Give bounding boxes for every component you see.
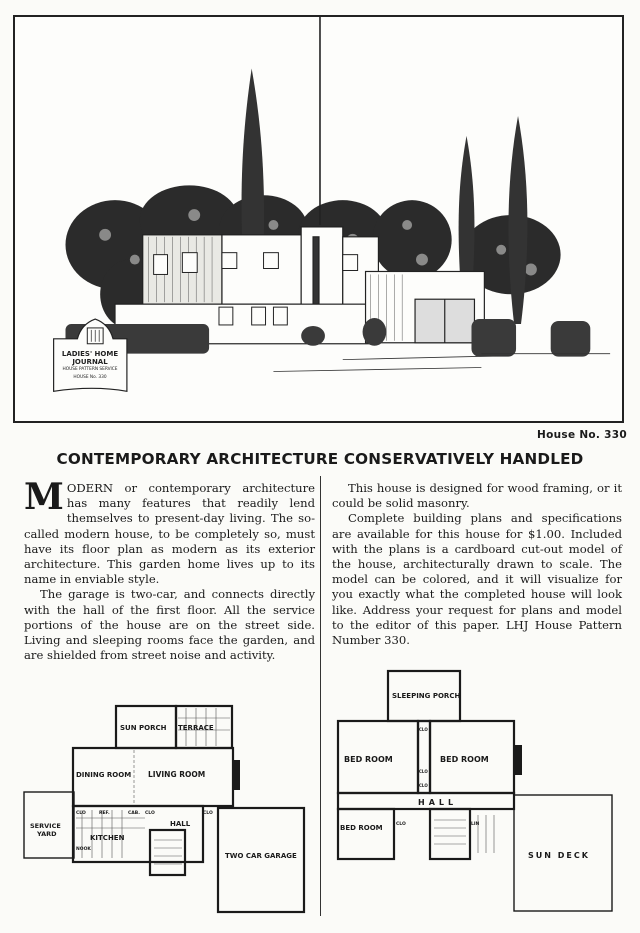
label-bed-room: BED ROOM bbox=[344, 755, 393, 764]
label-garage: TWO CAR GARAGE bbox=[225, 852, 297, 860]
fireplace bbox=[232, 760, 240, 790]
label-kitchen: KITCHEN bbox=[90, 834, 125, 842]
first-floor-plan bbox=[20, 700, 310, 915]
illustration-frame bbox=[13, 15, 624, 423]
article-paragraph: Complete building plans and specifications are available for this house for $1.00. Included with the plans is a cardboard cut-out model of the house, architecturally drawn to scale. The model can be colored, and it will visualize for you exactly what the completed house will look like. Address your request for plans and model to the editor of this paper. LHJ House Pattern Number 330. bbox=[332, 511, 622, 648]
stair-block bbox=[150, 830, 185, 875]
bed-room-small bbox=[338, 809, 394, 859]
column-divider bbox=[320, 476, 321, 916]
drop-cap: M bbox=[24, 476, 64, 518]
label-bed-room: BED ROOM bbox=[340, 824, 383, 832]
logo-line2: JOURNAL bbox=[72, 358, 108, 366]
fireplace bbox=[514, 745, 522, 775]
article-paragraph bbox=[24, 476, 315, 587]
label-clo: CLO bbox=[419, 769, 428, 774]
label-terrace: TERRACE bbox=[178, 724, 214, 732]
label-lin: LIN bbox=[471, 822, 480, 827]
label-sun-porch: SUN PORCH bbox=[120, 724, 167, 732]
label-sleeping-porch: SLEEPING PORCH bbox=[392, 692, 461, 700]
logo-line4: HOUSE No. 330 bbox=[73, 375, 107, 380]
label-clo: CLO bbox=[203, 811, 213, 816]
article-column-right bbox=[332, 481, 622, 648]
label-hall: HALL bbox=[418, 798, 458, 807]
article-paragraph: The garage is two-car, and connects directly with the hall of the first floor. All the service portions of the house are on the street side. Living and sleeping rooms face the garden, and are shielded from street noise and activity. bbox=[24, 587, 315, 663]
garage-room bbox=[218, 808, 304, 912]
label-dining-room: DINING ROOM bbox=[76, 771, 132, 779]
article-paragraph: This house is designed for wood framing, or it could be solid masonry. bbox=[332, 481, 622, 511]
label-service-yard-2: YARD bbox=[37, 830, 57, 838]
label-clo: CLO bbox=[145, 811, 155, 816]
label-clo: CLO bbox=[76, 811, 86, 816]
house-number-caption: House No. 330 bbox=[537, 429, 627, 441]
label-ref: REF. bbox=[99, 811, 110, 816]
label-living-room: LIVING ROOM bbox=[148, 770, 206, 779]
article-headline: CONTEMPORARY ARCHITECTURE CONSERVATIVELY HANDLED bbox=[56, 450, 584, 468]
label-service-yard-1: SERVICE bbox=[30, 822, 61, 830]
label-bed-room: BED ROOM bbox=[440, 755, 489, 764]
label-clo: CLO bbox=[396, 822, 406, 827]
label-sun-deck: SUN DECK bbox=[528, 851, 590, 860]
label-clo: CLO bbox=[419, 783, 428, 788]
logo-line1: LADIES' HOME bbox=[61, 350, 119, 358]
label-cab: CAB. bbox=[128, 811, 140, 816]
second-floor-plan bbox=[330, 665, 620, 915]
paragraph-text: ODERN or contemporary architecture has many features that readily lend themselves to present-day living. The so-called modern house, to be completely so, must have its floor plan as modern as its exterior architecture. This garden home lives up to its name in enviable style. bbox=[24, 481, 315, 587]
stair-block bbox=[430, 809, 470, 859]
label-hall: HALL bbox=[170, 820, 191, 828]
label-nook: NOOK bbox=[76, 847, 91, 852]
article-column-left bbox=[24, 476, 315, 663]
label-clo: CLO bbox=[419, 727, 428, 732]
logo-line3: HOUSE PATTERN SERVICE bbox=[62, 367, 118, 372]
logo-text bbox=[53, 350, 127, 381]
